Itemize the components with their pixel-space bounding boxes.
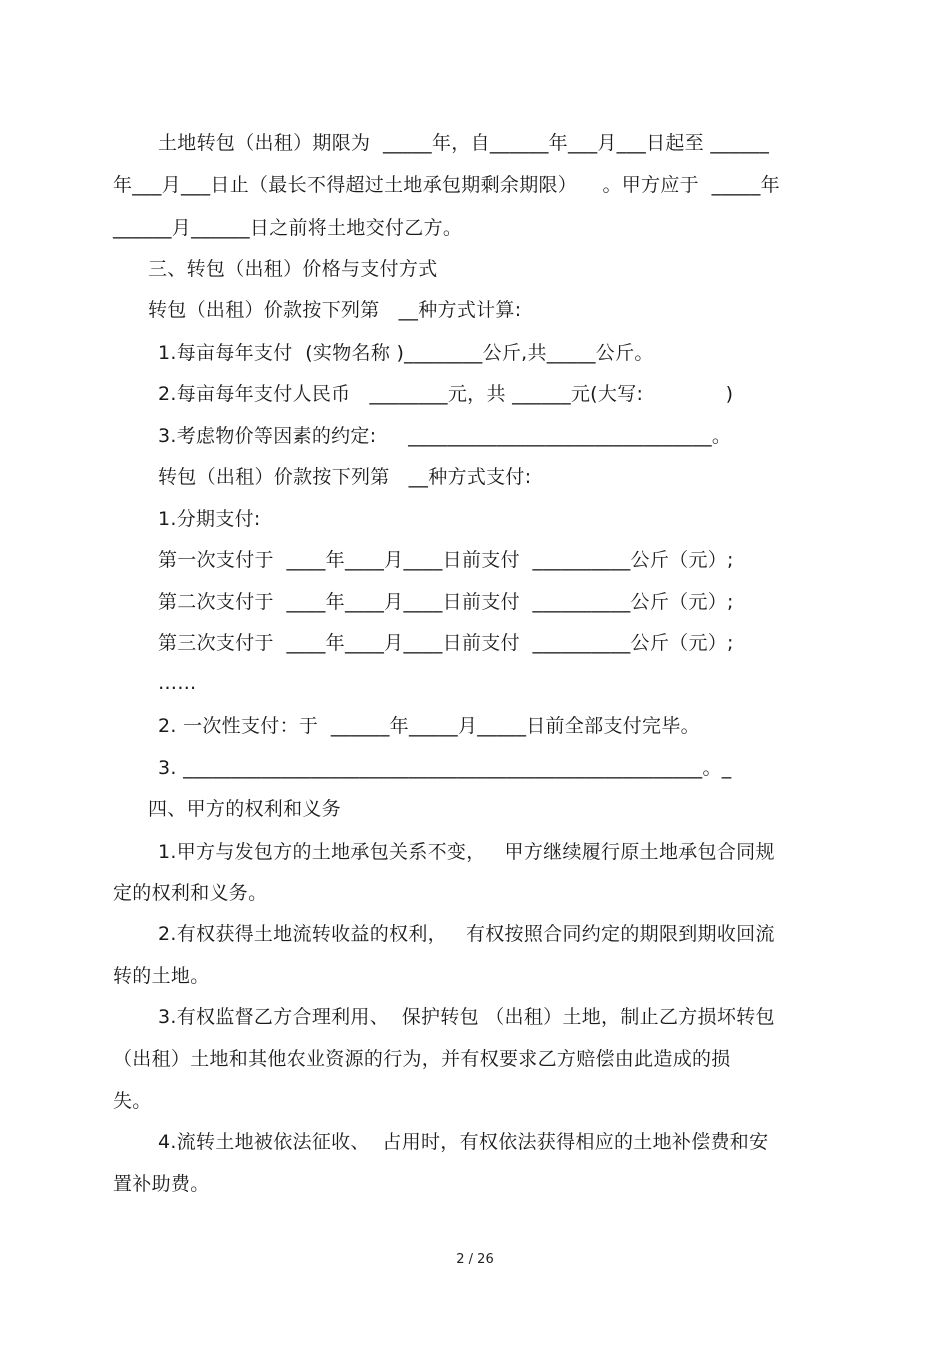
text-line: …… [158, 672, 197, 694]
text-line: ______月______日之前将土地交付乙方。 [113, 217, 463, 239]
text-line: 年___月___日止（最长不得超过土地承包期剩余期限） 。甲方应于 _____年 [113, 174, 780, 196]
text-line: 1.每亩每年支付 (实物名称 )________公斤,共_____公斤。 [158, 342, 654, 364]
text-line: 转包（出租）价款按下列第 __种方式计算: [148, 299, 522, 321]
text-line: 置补助费。 [113, 1173, 210, 1195]
text-line: 4.流转土地被依法征收、 占用时，有权依法获得相应的土地补偿费和安 [158, 1131, 769, 1153]
page-number: 2 / 26 [456, 1252, 494, 1267]
text-line: 第一次支付于 ____年____月____日前支付 __________公斤（元）; [158, 549, 734, 571]
text-line: 第三次支付于 ____年____月____日前支付 __________公斤（元）; [158, 632, 734, 654]
text-line: 3. _____________________________________________________。_ [158, 757, 732, 779]
text-line: 三、转包（出租）价格与支付方式 [148, 258, 438, 280]
text-line: 转包（出租）价款按下列第 __种方式支付: [158, 466, 532, 488]
text-line: 失。 [113, 1090, 152, 1112]
text-line: 1.甲方与发包方的土地承包关系不变， 甲方继续履行原土地承包合同规 [158, 841, 775, 863]
text-line: 2. 一次性支付：于 ______年_____月_____日前全部支付完毕。 [158, 715, 700, 737]
text-line: 第二次支付于 ____年____月____日前支付 __________公斤（元）; [158, 591, 734, 613]
text-line: 转的土地。 [113, 965, 210, 987]
text-line: 四、甲方的权利和义务 [148, 798, 342, 820]
text-line: 2.有权获得土地流转收益的权利， 有权按照合同约定的期限到期收回流 [158, 923, 775, 945]
text-line: 土地转包（出租）期限为 _____年，自______年___月___日起至 ______ [158, 132, 770, 154]
text-line: 定的权利和义务。 [113, 882, 268, 904]
text-line: 3.考虑物价等因素的约定: _______________________________。 [158, 425, 732, 447]
text-line: 1.分期支付: [158, 508, 261, 530]
text-line: （出租）土地和其他农业资源的行为，并有权要求乙方赔偿由此造成的损 [113, 1048, 731, 1070]
text-line: 3.有权监督乙方合理利用、 保护转包 （出租）土地，制止乙方损坏转包 [158, 1006, 775, 1028]
text-line: 2.每亩每年支付人民币 ________元，共 ______元(大写: ) [158, 383, 734, 405]
